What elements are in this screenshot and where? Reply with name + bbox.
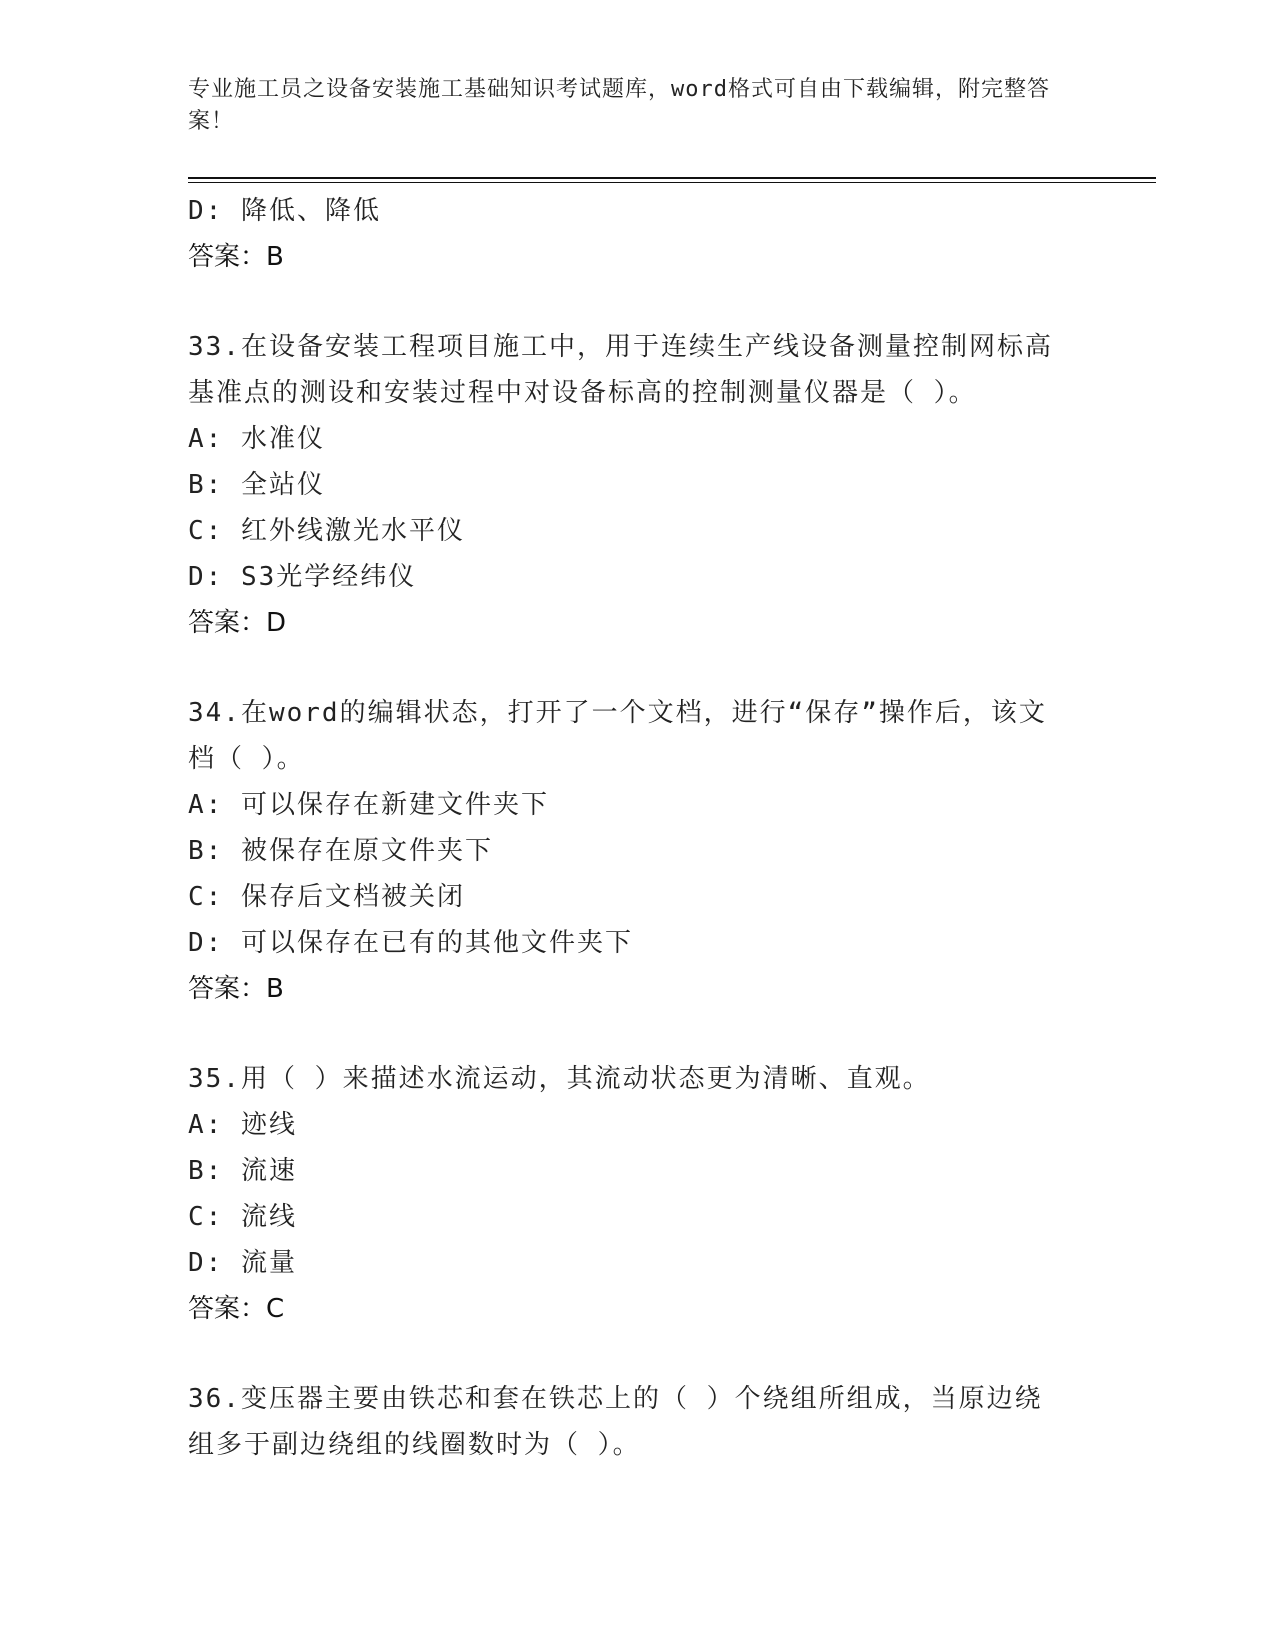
- option-a: A: 迹线: [188, 1110, 297, 1140]
- question-text: 36.变压器主要由铁芯和套在铁芯上的（ ）个绕组所组成，当原边绕组多于副边绕组的线圈数时为（ ）。: [188, 1384, 1043, 1460]
- option-d: D: 可以保存在已有的其他文件夹下: [188, 928, 633, 958]
- question-36: [188, 1376, 1088, 1468]
- document-body: [188, 188, 1088, 1468]
- answer: 答案：B: [188, 242, 284, 272]
- option-d: D: S3光学经纬仪: [188, 562, 417, 592]
- option-b: B: 流速: [188, 1156, 297, 1186]
- option-c: C: 流线: [188, 1202, 297, 1232]
- option-a: A: 可以保存在新建文件夹下: [188, 790, 549, 820]
- question-35: [188, 1056, 1088, 1332]
- question-text: 35.用（ ）来描述水流运动，其流动状态更为清晰、直观。: [188, 1064, 931, 1094]
- page-header: 专业施工员之设备安装施工基础知识考试题库，word格式可自由下载编辑，附完整答案！: [188, 77, 1050, 134]
- question-text: 34.在word的编辑状态，打开了一个文档，进行“保存”操作后，该文档（ ）。: [188, 698, 1047, 774]
- option-b: B: 全站仪: [188, 470, 325, 500]
- option-c: C: 保存后文档被关闭: [188, 882, 465, 912]
- answer: 答案：C: [188, 1294, 285, 1324]
- option-b: B: 被保存在原文件夹下: [188, 836, 493, 866]
- option-d: D: 流量: [188, 1248, 297, 1278]
- option-a: A: 水准仪: [188, 424, 325, 454]
- header-divider: [188, 177, 1156, 179]
- question-text: 33.在设备安装工程项目施工中，用于连续生产线设备测量控制网标高基准点的测设和安装过程中对设备标高的控制测量仪器是（ ）。: [188, 332, 1053, 408]
- header-divider-thin: [188, 182, 1156, 183]
- answer: 答案：D: [188, 608, 287, 638]
- question-34: [188, 690, 1088, 1012]
- option-d: D: 降低、降低: [188, 196, 381, 226]
- question-33: [188, 324, 1088, 646]
- option-c: C: 红外线激光水平仪: [188, 516, 465, 546]
- answer: 答案：B: [188, 974, 284, 1004]
